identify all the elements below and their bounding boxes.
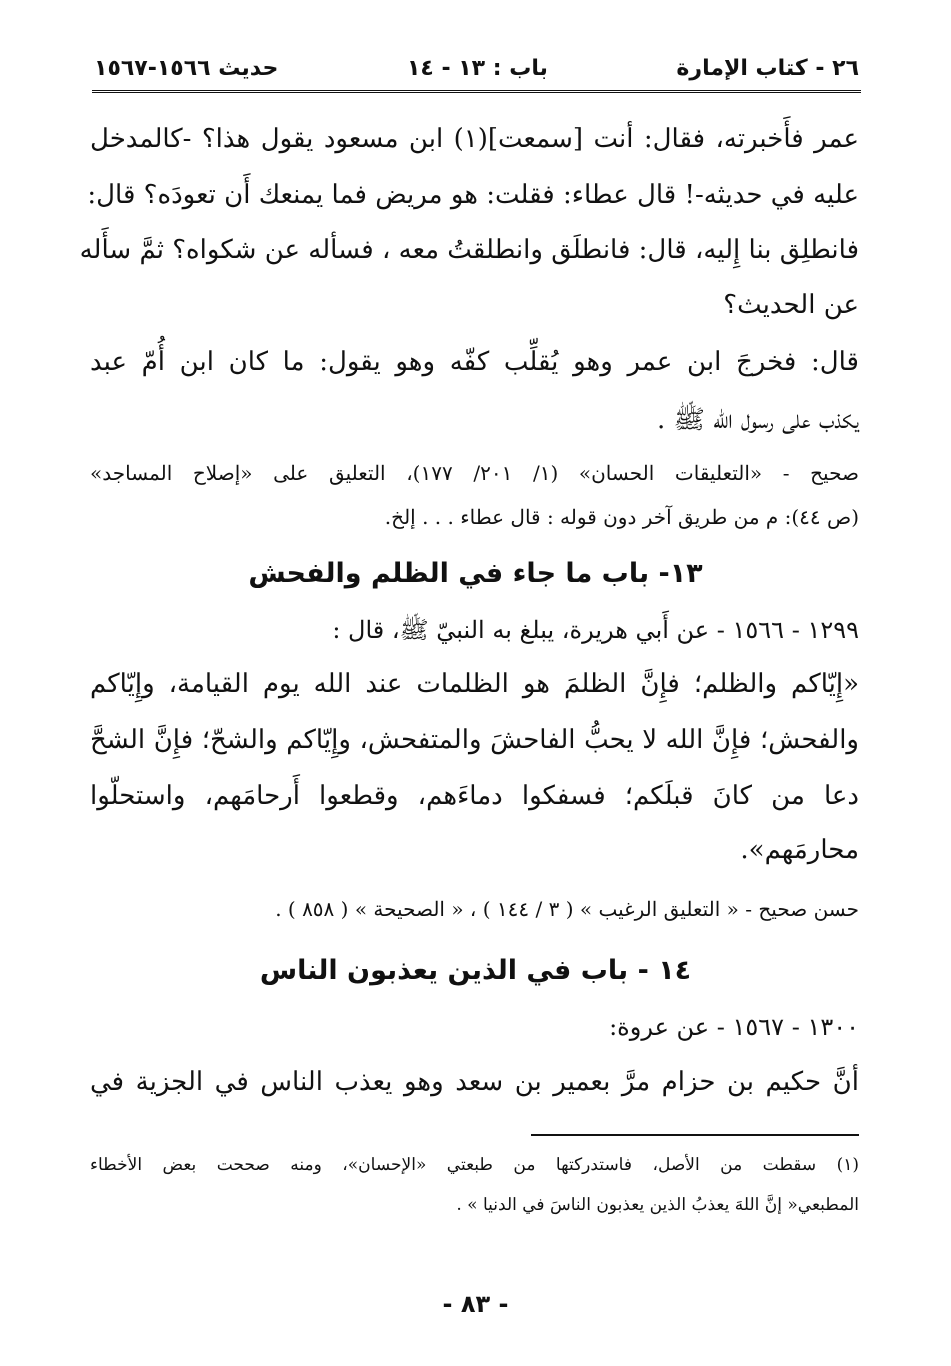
text-line: عمر فأَخبرته، فقال: أنت [سمعت](١) ابن مسعود يقول هذا؟ -كالمدخل xyxy=(90,124,859,154)
header-rule xyxy=(92,90,861,93)
page-number: - ٨٣ - xyxy=(442,1290,509,1318)
hadith-text-line: دعا من كانَ قبلَكم؛ فسفكوا دماءَهم، وقطعوا أَرحامَهم، واستحلّوا xyxy=(90,781,859,811)
header-chapter: باب : ١٣ - ١٤ xyxy=(406,55,548,81)
header-hadith-range: حديث ١٥٦٦-١٥٦٧ xyxy=(94,55,279,81)
running-header xyxy=(94,48,859,88)
header-book-title: ٢٦ - كتاب الإمارة xyxy=(676,55,859,81)
footnote-rule xyxy=(531,1134,859,1136)
footnote-line: المطبعي« إنَّ اللهَ يعذبُ الذين يعذبون الناسَ في الدنيا » . xyxy=(456,1195,859,1215)
chapter-heading-13: ١٣- باب ما جاء في الظلم والفحش xyxy=(248,558,703,589)
hadith-number-line: ١٣٠٠ - ١٥٦٧ - عن عروة: xyxy=(609,1013,859,1041)
hadith-text-line: أنَّ حكيم بن حزام مرَّ بعمير بن سعد وهو يعذب الناس في الجزية في xyxy=(90,1067,859,1097)
chapter-heading-14: ١٤ - باب في الذين يعذبون الناس xyxy=(259,955,692,986)
grading-line: حسن صحيح - « التعليق الرغيب » ( ٣ / ١٤٤ ) ، « الصحيحة » ( ٨٥٨ ) . xyxy=(275,897,859,921)
hadith-text-line: «إِيّاكم والظلم؛ فإِنَّ الظلمَ هو الظلمات عند الله يوم القيامة، وإِيّاكم xyxy=(90,669,859,699)
text-line: عليه في حديثه-! قال عطاء: فقلت: هو مريض فما يمنعك أَن تعودَه؟ قال: xyxy=(87,180,859,210)
hadith-number-line: ١٢٩٩ - ١٥٦٦ - عن أَبي هريرة، يبلغ به النبيّ ﷺ، قال : xyxy=(332,616,859,644)
text-line: قال: فخرجَ ابن عمر وهو يُقلِّب كفّه وهو يقول: ما كان ابن أُمّ عبد xyxy=(90,347,859,377)
footnote-line: (١) سقطت من الأصل، فاستدركتها من طبعتي «الإحسان»، ومنه صححت بعض الأخطاء xyxy=(90,1155,859,1175)
hadith-text-line: محارمَهم». xyxy=(740,835,859,865)
text-line: فانطلِق بنا إِليه، قال: فانطلَق وانطلقتُ معه ، فسأله عن شكواه؟ ثمَّ سأَله xyxy=(79,235,859,265)
hadith-text-line: والفحش؛ فإِنَّ الله لا يحبُّ الفاحشَ والمتفحش، وإِيّاكم والشحّ؛ فإِنَّ الشحَّ xyxy=(90,725,859,755)
text-line: عن الحديث؟ xyxy=(723,290,859,320)
grading-line: (ص ٤٤): م من طريق آخر دون قوله : قال عطاء . . . إلخ. xyxy=(384,505,859,529)
grading-line: صحيح - «التعليقات الحسان» (١/ ٢٠١/ ١٧٧)، التعليق على «إصلاح المساجد» xyxy=(90,461,859,485)
text-line: يكذب على رسول الله ﷺ . xyxy=(657,405,859,435)
